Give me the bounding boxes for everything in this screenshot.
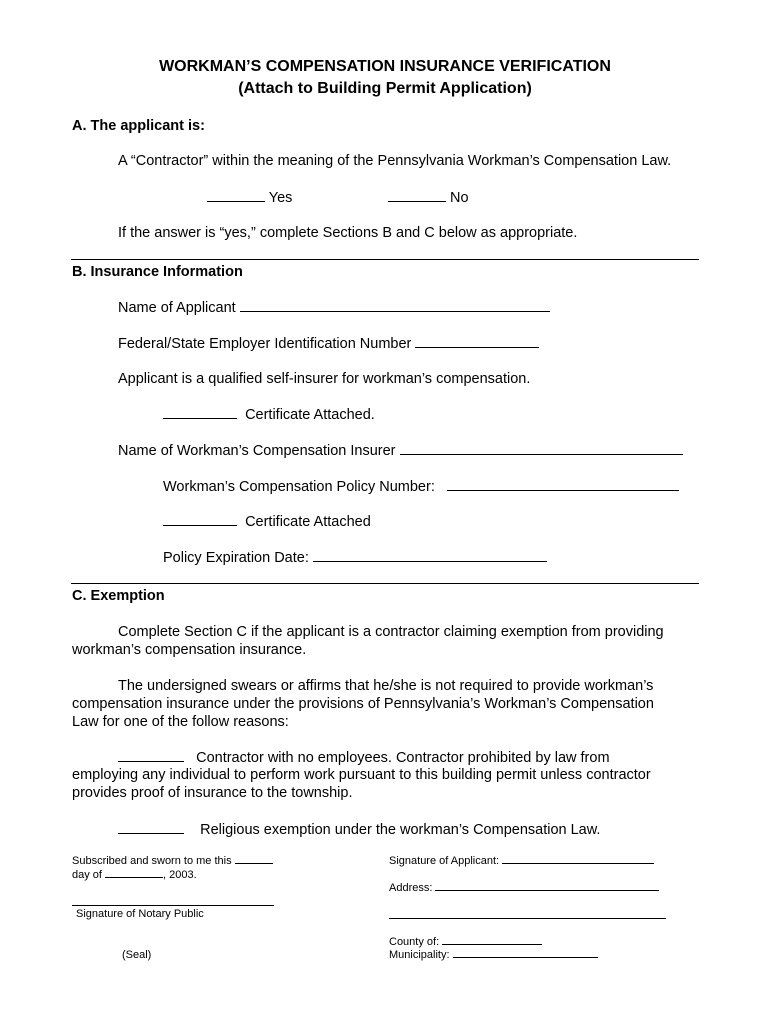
exemption-para2-line1: The undersigned swears or affirms that he/she is not required to provide workman’s <box>118 678 654 694</box>
section-a-instruction: If the answer is “yes,” complete Sections B and C below as appropriate. <box>118 225 578 241</box>
religious-exemption-label: Religious exemption under the workman’s Compensation Law. <box>200 822 601 838</box>
exemption-para1-line2: workman’s compensation insurance. <box>72 642 307 658</box>
municipality-row <box>389 947 598 962</box>
section-b-heading: B. Insurance Information <box>72 264 243 280</box>
expiration-label: Policy Expiration Date: <box>163 550 309 566</box>
sworn-day-of-prefix: day of <box>72 869 102 881</box>
policy-number-row <box>163 477 679 496</box>
applicant-signature-label: Signature of Applicant: <box>389 855 500 867</box>
county-label: County of: <box>389 936 440 948</box>
certificate-attached-label-1: Certificate Attached. <box>245 407 375 423</box>
certificate-attached-row-2 <box>163 512 371 531</box>
yes-blank[interactable] <box>207 188 265 202</box>
section-a-heading: A. The applicant is: <box>72 118 205 134</box>
applicant-name-label: Name of Applicant <box>118 300 236 316</box>
sworn-line-1 <box>72 853 273 868</box>
sworn-month-field[interactable] <box>105 867 163 878</box>
exemption-para1-line1: Complete Section C if the applicant is a contractor claiming exemption from providing <box>118 624 664 640</box>
notary-signature-label: Signature of Notary Public <box>76 908 204 920</box>
ein-field[interactable] <box>415 334 539 348</box>
ein-label: Federal/State Employer Identification Number <box>118 336 412 352</box>
applicant-signature-row <box>389 853 654 868</box>
applicant-signature-field[interactable] <box>502 853 654 864</box>
yes-label: Yes <box>268 190 293 206</box>
form-subtitle: (Attach to Building Permit Application) <box>238 80 532 97</box>
insurer-name-label: Name of Workman’s Compensation Insurer <box>118 443 396 459</box>
section-divider-b <box>71 259 699 260</box>
form-title: WORKMAN’S COMPENSATION INSURANCE VERIFICATION <box>159 58 611 75</box>
reason-religious-row <box>118 820 600 839</box>
no-option[interactable] <box>388 188 469 207</box>
reason-no-employees-line2: employing any individual to perform work pursuant to this building permit unless contractor <box>72 767 651 783</box>
sworn-year-suffix: , 2003. <box>163 869 197 881</box>
no-label: No <box>450 190 469 206</box>
self-insurer-statement: Applicant is a qualified self-insurer for workman’s compensation. <box>118 371 531 387</box>
expiration-row <box>163 548 547 567</box>
exemption-para2-line3: Law for one of the follow reasons: <box>72 714 289 730</box>
address-field-2[interactable] <box>389 918 666 919</box>
no-employees-label: Contractor with no employees. Contractor prohibited by law from <box>196 750 610 766</box>
municipality-field[interactable] <box>453 947 598 958</box>
no-blank[interactable] <box>388 188 446 202</box>
applicant-name-row <box>118 298 550 317</box>
applicant-name-field[interactable] <box>240 298 550 312</box>
municipality-label: Municipality: <box>389 949 450 961</box>
address-field-1[interactable] <box>435 880 659 891</box>
policy-number-field[interactable] <box>447 477 679 491</box>
certificate-attached-blank-2[interactable] <box>163 512 237 526</box>
address-label: Address: <box>389 882 433 894</box>
certificate-attached-blank-1[interactable] <box>163 405 237 419</box>
certificate-attached-row-1 <box>163 405 375 424</box>
insurer-name-row <box>118 441 683 460</box>
policy-number-label: Workman’s Compensation Policy Number: <box>163 479 435 495</box>
address-row <box>389 880 659 895</box>
yes-option[interactable] <box>207 188 292 207</box>
section-divider-c <box>71 583 699 584</box>
sworn-day-field[interactable] <box>235 853 273 864</box>
county-field[interactable] <box>442 934 542 945</box>
ein-row <box>118 334 539 353</box>
contractor-statement: A “Contractor” within the meaning of the Pennsylvania Workman’s Compensation Law. <box>118 153 672 169</box>
reason-no-employees-line3: provides proof of insurance to the township. <box>72 785 353 801</box>
certificate-attached-label-2: Certificate Attached <box>245 514 371 530</box>
reason-no-employees-row <box>118 748 610 767</box>
notary-signature-line[interactable] <box>72 905 274 906</box>
religious-exemption-blank[interactable] <box>118 820 184 834</box>
expiration-field[interactable] <box>313 548 547 562</box>
section-c-heading: C. Exemption <box>72 588 165 604</box>
seal-label: (Seal) <box>122 949 152 961</box>
exemption-para2-line2: compensation insurance under the provisions of Pennsylvania’s Workman’s Compensation <box>72 696 654 712</box>
insurer-name-field[interactable] <box>400 441 683 455</box>
sworn-line-2 <box>72 867 197 882</box>
sworn-text: Subscribed and sworn to me this <box>72 855 232 867</box>
no-employees-blank[interactable] <box>118 748 184 762</box>
